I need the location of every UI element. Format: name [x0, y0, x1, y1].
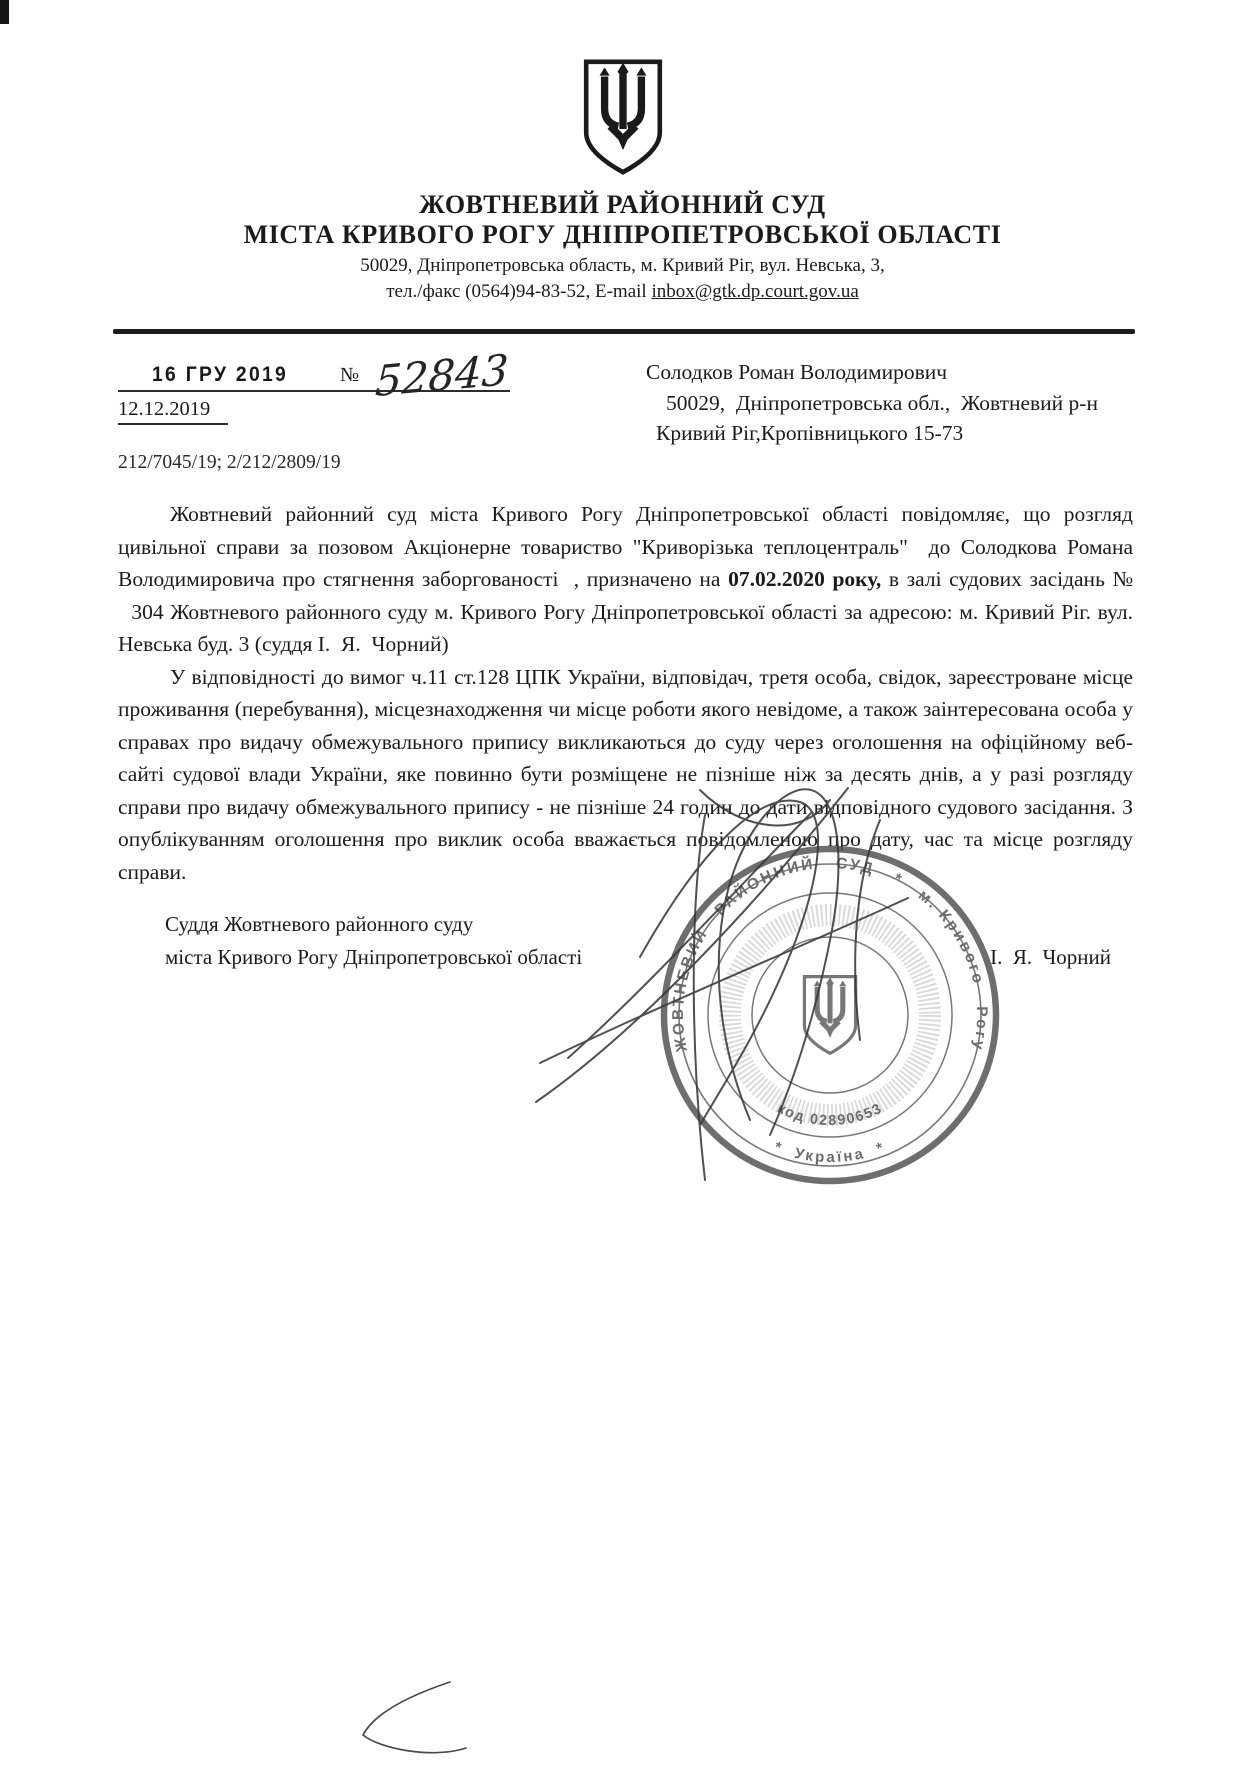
letterhead-divider: [113, 329, 1135, 334]
stray-pen-mark: [340, 1668, 490, 1768]
paragraph-2: У відповідності до вимог ч.11 ст.128 ЦПК України, відповідач, третя особа, свідок, зареєстроване місце проживання (перебування), місцезнаходження чи місце роботи якого невідоме, а також заінтересована особа у справах про видачу обмежувального припису викликаються до суду через оголошення на офіційному веб-сайті судової влади України, яке повинно бути розміщене не пізніше ніж за десять днів, а у разі розгляду справи про видачу обмежувального припису - не пізніше 24 годин до дати відповідного судового засідання. З опублікуванням оголошення про виклик особа вважається повідомленою про дату, час та місце розгляду справи.: [118, 664, 1133, 884]
outgoing-number-line: [118, 344, 510, 407]
court-name-line2: МІСТА КРИВОГО РОГУ ДНІПРОПЕТРОВСЬКОЇ ОБЛАСТІ: [243, 220, 1002, 249]
recipient-block: [613, 344, 1127, 474]
number-sign: №: [339, 364, 360, 386]
letter-body: [118, 498, 1133, 888]
signature-block: [118, 908, 1133, 1018]
scan-artifact-corner: [0, 0, 9, 24]
paragraph-1-text: Жовтневий районний суд міста Кривого Рогу Дніпропетровської області повідомляє, що розгляд цивільної справи за позовом Акціонерне товариство "Криворізька теплоцентраль" до Солодкова Романа Володимировича про стягнення заборгованості , призначено на: [118, 502, 1133, 591]
letterhead: [0, 0, 1245, 305]
seal-code-text: код 02890653: [774, 1100, 886, 1130]
svg-text:* Україна *: [772, 1139, 888, 1167]
date-stamp: 16 ГРУ 2019: [152, 363, 289, 386]
handwritten-number: 52843: [374, 344, 510, 407]
judge-title-line1: Суддя Жовтневого районного суду: [165, 912, 474, 936]
court-name-line1: ЖОВТНЕВИЙ РАЙОННИЙ СУД: [419, 190, 826, 219]
court-address: 50029, Дніпропетровська область, м. Кривий Ріг, вул. Невська, 3,: [360, 255, 885, 276]
letter-date: 12.12.2019: [118, 395, 228, 425]
seal-text-bottom: * Україна *: [771, 1138, 889, 1167]
recipient-address-line2: Кривий Ріг,Кропівницького 15-73: [656, 421, 964, 445]
reference-recipient-row: [118, 344, 1127, 474]
recipient-address-line1: 50029, Дніпропетровська обл., Жовтневий р-н: [666, 390, 1098, 415]
paragraph-1-text-cont: в залі судових засідань № 304 Жовтневого районного суду м. Кривого Рогу Дніпропетровської області за адресою: м. Кривий Ріг. вул. Невська буд. 3 (суддя І. Я. Чорний): [118, 567, 1134, 656]
reference-block: [118, 344, 598, 474]
judge-name: І. Я. Чорний: [990, 945, 1111, 969]
court-contact: [0, 279, 1245, 305]
paragraph-1: [118, 498, 1133, 661]
court-email: inbox@gtk.dp.court.gov.ua: [651, 281, 859, 302]
hearing-date-bold: 07.02.2020 року,: [728, 567, 882, 591]
judge-title-line2: міста Кривого Рогу Дніпропетровської області: [165, 944, 583, 969]
case-numbers: 212/7045/19; 2/212/2809/19: [118, 452, 341, 473]
recipient-name: Солодков Роман Володимирович: [646, 360, 948, 384]
ukraine-trident-emblem-icon: [577, 56, 669, 178]
judge-title: [165, 908, 1133, 973]
svg-text:код 02890653: [775, 1100, 886, 1129]
phone-fax: тел./факс (0564)94-83-52, E-mail: [386, 281, 652, 302]
seal-text-top: ЖОВТНЕВИЙ РАЙОННИЙ СУД * м. Кривого Рогу: [669, 854, 991, 1054]
